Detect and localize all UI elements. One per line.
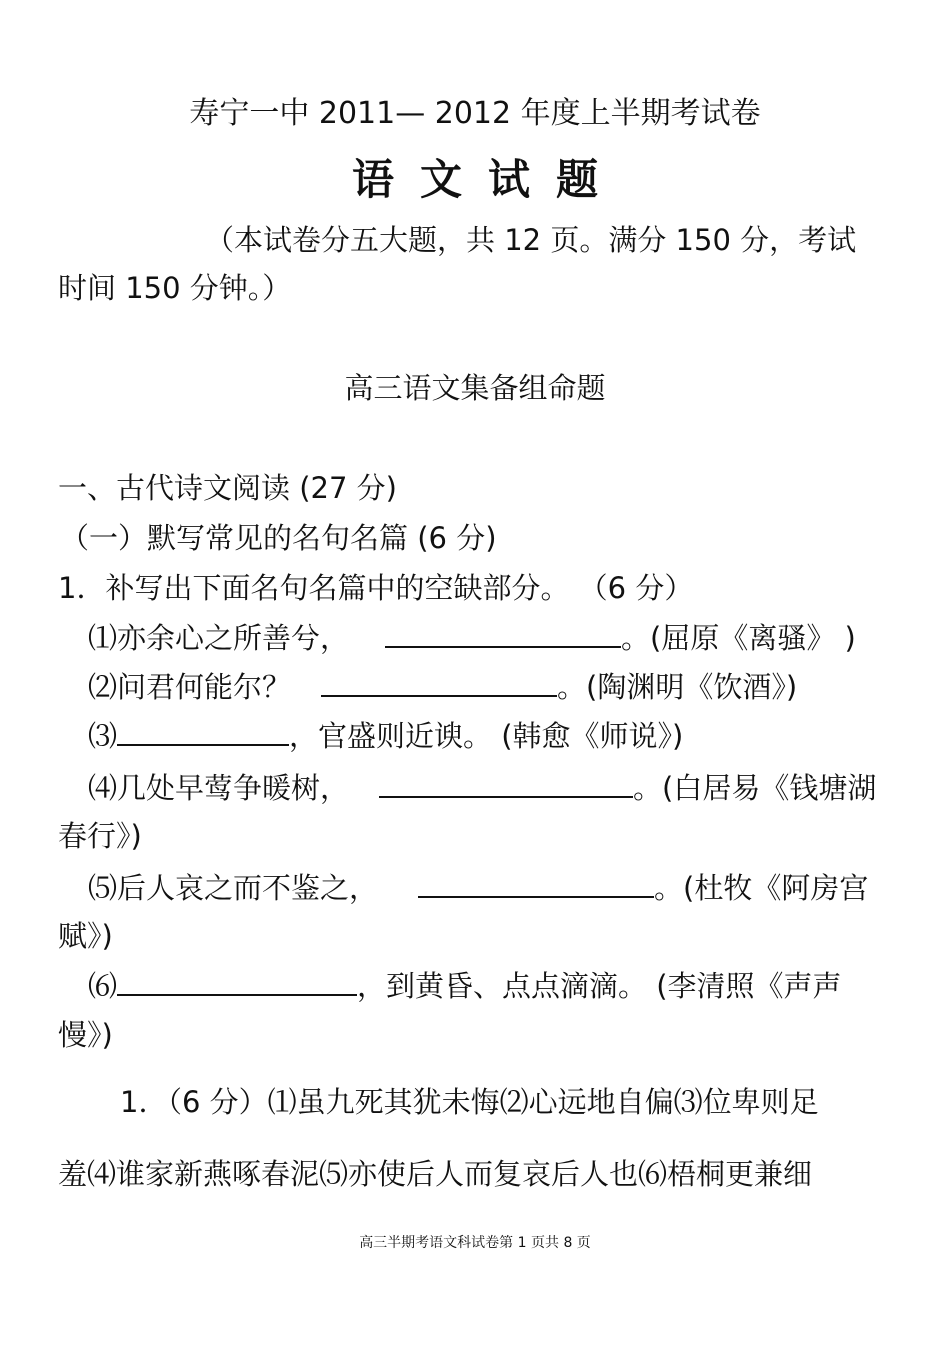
school-title: 寿宁一中 2011— 2012 年度上半期考试卷 [189,96,761,131]
fill-item-5 [88,870,868,906]
answer-blank[interactable] [385,620,621,648]
answer-blank[interactable] [379,770,633,798]
fill-item-2 [88,669,797,705]
item-source: 。(屈原《离骚》 ) [621,621,856,655]
item-source: ，官盛则近谀。 (韩愈《师说》) [289,719,684,753]
item-prefix: ⑸后人哀之而不鉴之， [88,871,379,905]
item-prefix: ⑹ [88,969,118,1003]
answer-line-2: 羞⑷谁家新燕啄春泥⑸亦使后人而复哀后人也⑹梧桐更兼细 [58,1157,813,1191]
fill-item-6 [88,968,842,1004]
fill-item-5-cont: 赋》) [58,919,113,953]
exam-note-line1: （本试卷分五大题，共 12 页。满分 150 分，考试 [205,223,857,257]
answer-line-1: 1．（6 分）⑴虽九死其犹未悔⑵心远地自偏⑶位卑则足 [120,1085,819,1119]
item-prefix: ⑷几处早莺争暖树， [88,771,350,805]
item-source: 。(白居易《钱塘湖 [633,771,877,805]
item-prefix: ⑶ [88,719,118,753]
question-title: 1．补写出下面名句名篇中的空缺部分。 （6 分） [58,571,694,605]
subject-title: 语文试题 [351,155,624,204]
author-line: 高三语文集备组命题 [344,371,606,405]
fill-item-1 [88,620,856,656]
item-prefix: ⑴亦余心之所善兮， [88,621,350,655]
item-source: ，到黄昏、点点滴滴。 (李清照《声声 [357,969,842,1003]
fill-item-4-cont: 春行》) [58,819,142,853]
item-source: 。(陶渊明《饮酒》) [557,670,798,704]
section-title: 一、古代诗文阅读 (27 分) [58,471,397,505]
answer-blank[interactable] [321,669,557,697]
fill-item-6-cont: 慢》) [58,1018,113,1052]
item-source: 。(杜牧《阿房宫 [654,871,869,905]
part-title: （一）默写常见的名句名篇 (6 分) [60,521,497,555]
answer-blank[interactable] [117,968,357,996]
exam-note-line2: 时间 150 分钟。） [58,271,292,305]
answer-blank[interactable] [117,718,289,746]
page-footer: 高三半期考语文科试卷第 1 页共 8 页 [359,1235,591,1251]
fill-item-4 [88,770,876,806]
fill-item-3 [88,718,683,754]
answer-blank[interactable] [418,870,654,898]
item-prefix: ⑵问君何能尔？ [88,670,292,704]
